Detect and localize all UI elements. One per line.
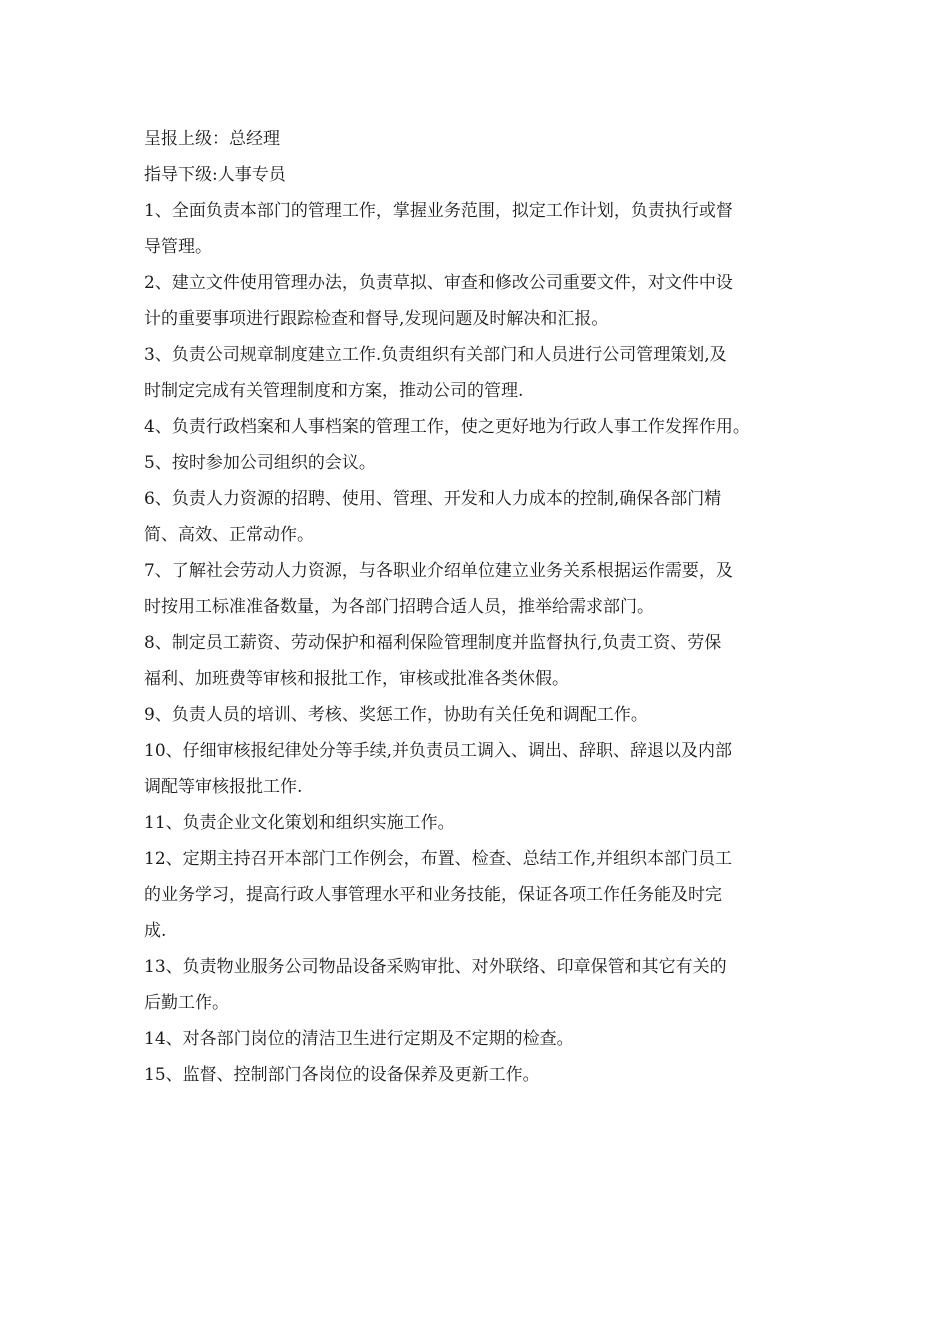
duty-line: 6、负责人力资源的招聘、使用、管理、开发和人力成本的控制,确保各部门精 <box>144 489 722 509</box>
duty-line: 时制定完成有关管理制度和方案，推动公司的管理. <box>144 381 524 401</box>
duty-line: 10、仔细审核报纪律处分等手续,并负责员工调入、调出、辞职、辞退以及内部 <box>144 741 733 761</box>
duty-line: 14、对各部门岗位的清洁卫生进行定期及不定期的检查。 <box>144 1029 574 1049</box>
duty-line: 计的重要事项进行跟踪检查和督导,发现问题及时解决和汇报。 <box>144 309 609 329</box>
report-to-line: 呈报上级：总经理 <box>144 129 280 149</box>
duty-line: 导管理。 <box>144 237 212 257</box>
duty-line: 5、按时参加公司组织的会议。 <box>144 453 376 473</box>
duty-line: 11、负责企业文化策划和组织实施工作。 <box>144 813 455 833</box>
duty-line: 15、监督、控制部门各岗位的设备保养及更新工作。 <box>144 1065 540 1085</box>
supervise-line: 指导下级:人事专员 <box>144 165 286 185</box>
duty-line: 2、建立文件使用管理办法，负责草拟、审查和修改公司重要文件，对文件中设 <box>144 273 733 293</box>
duty-line: 8、制定员工薪资、劳动保护和福利保险管理制度并监督执行,负责工资、劳保 <box>144 633 722 653</box>
duty-line: 的业务学习，提高行政人事管理水平和业务技能，保证各项工作任务能及时完 <box>144 885 722 905</box>
duty-line: 4、负责行政档案和人事档案的管理工作，使之更好地为行政人事工作发挥作用。 <box>144 417 750 437</box>
duty-line: 调配等审核报批工作. <box>144 777 303 797</box>
duty-line: 1、全面负责本部门的管理工作，掌握业务范围，拟定工作计划，负责执行或督 <box>144 201 733 221</box>
duty-line: 福利、加班费等审核和报批工作，审核或批准各类休假。 <box>144 669 569 689</box>
duty-line: 简、高效、正常动作。 <box>144 525 314 545</box>
duty-line: 3、负责公司规章制度建立工作.负责组织有关部门和人员进行公司管理策划,及 <box>144 345 727 365</box>
duty-line: 时按用工标准准备数量，为各部门招聘合适人员，推举给需求部门。 <box>144 597 654 617</box>
duty-line: 7、了解社会劳动人力资源，与各职业介绍单位建立业务关系根据运作需要，及 <box>144 561 733 581</box>
document-body <box>144 121 834 1093</box>
duty-line: 9、负责人员的培训、考核、奖惩工作，协助有关任免和调配工作。 <box>144 705 648 725</box>
duty-line: 13、负责物业服务公司物品设备采购审批、对外联络、印章保管和其它有关的 <box>144 957 727 977</box>
duty-line: 12、定期主持召开本部门工作例会，布置、检查、总结工作,并组织本部门员工 <box>144 849 733 869</box>
duty-line: 成. <box>144 921 167 941</box>
duty-line: 后勤工作。 <box>144 993 229 1013</box>
